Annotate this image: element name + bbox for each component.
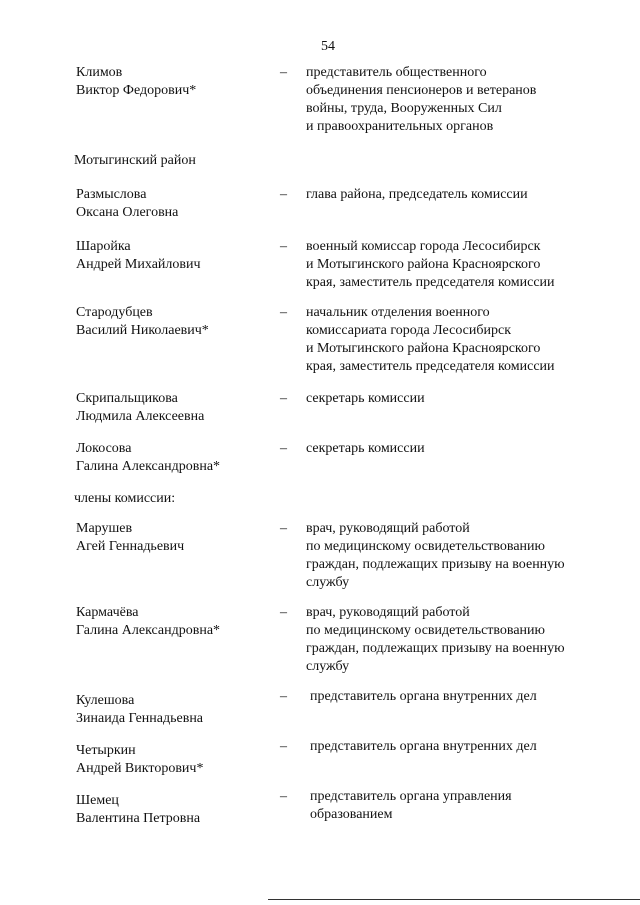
- person-surname: Шемец: [76, 793, 119, 808]
- person-surname: Климов: [76, 65, 123, 80]
- person-given-names: Людмила Алексеевна: [76, 409, 205, 424]
- dash-separator: –: [280, 739, 287, 754]
- person-name: [76, 692, 266, 728]
- role-line: образованием: [310, 807, 393, 822]
- person-name: [76, 304, 266, 340]
- role-line: войны, труда, Вооруженных Сил: [306, 101, 502, 116]
- person-given-names: Василий Николаевич*: [76, 323, 209, 338]
- person-surname: Стародубцев: [76, 305, 153, 320]
- role-line: врач, руководящий работой: [306, 605, 470, 620]
- role-line: комиссариата города Лесосибирск: [306, 323, 512, 338]
- person-surname: Кармачёва: [76, 605, 139, 620]
- role-line: службу: [306, 659, 350, 674]
- person-given-names: Зинаида Геннадьевна: [76, 711, 204, 726]
- person-surname: Шаройка: [76, 239, 131, 254]
- dash-separator: –: [280, 521, 287, 536]
- district-title: Мотыгинский район: [74, 153, 196, 168]
- person-name: [76, 64, 266, 100]
- role-line: глава района, председатель комиссии: [306, 187, 528, 202]
- role-line: начальник отделения военного: [306, 305, 490, 320]
- members-heading: члены комиссии:: [74, 491, 176, 506]
- role-line: службу: [306, 575, 350, 590]
- person-given-names: Оксана Олеговна: [76, 205, 179, 220]
- role-line: врач, руководящий работой: [306, 521, 470, 536]
- role-line: представитель органа внутренних дел: [310, 689, 537, 704]
- person-name: [76, 390, 266, 426]
- person-surname: Скрипальщикова: [76, 391, 178, 406]
- role-line: и Мотыгинского района Красноярского: [306, 257, 541, 272]
- person-name: [76, 604, 266, 640]
- person-given-names: Галина Александровна*: [76, 459, 221, 474]
- person-role: [306, 304, 606, 376]
- role-line: граждан, подлежащих призыву на военную: [306, 641, 565, 656]
- role-line: военный комиссар города Лесосибирск: [306, 239, 541, 254]
- person-surname: Четыркин: [76, 743, 136, 758]
- role-line: секретарь комиссии: [306, 391, 425, 406]
- person-name: [76, 792, 266, 828]
- person-given-names: Галина Александровна*: [76, 623, 221, 638]
- role-line: по медицинскому освидетельствованию: [306, 623, 546, 638]
- person-role: [306, 520, 606, 592]
- role-line: секретарь комиссии: [306, 441, 425, 456]
- role-line: края, заместитель председателя комиссии: [306, 275, 555, 290]
- dash-separator: –: [280, 689, 287, 704]
- dash-separator: –: [280, 305, 287, 320]
- role-line: края, заместитель председателя комиссии: [306, 359, 555, 374]
- person-role: [306, 64, 606, 136]
- person-role: [306, 440, 606, 458]
- role-line: по медицинскому освидетельствованию: [306, 539, 546, 554]
- person-given-names: Виктор Федорович*: [76, 83, 197, 98]
- person-name: [76, 186, 266, 222]
- person-given-names: Агей Геннадьевич: [76, 539, 185, 554]
- person-surname: Марушев: [76, 521, 133, 536]
- person-surname: Кулешова: [76, 693, 135, 708]
- role-line: граждан, подлежащих призыву на военную: [306, 557, 565, 572]
- person-name: [76, 742, 266, 778]
- dash-separator: –: [280, 391, 287, 406]
- person-role: [306, 238, 606, 292]
- person-role: [306, 390, 606, 408]
- role-line: объединения пенсионеров и ветеранов: [306, 83, 537, 98]
- person-name: [76, 238, 266, 274]
- role-line: и Мотыгинского района Красноярского: [306, 341, 541, 356]
- person-surname: Локосова: [76, 441, 132, 456]
- dash-separator: –: [280, 441, 287, 456]
- person-given-names: Андрей Михайлович: [76, 257, 201, 272]
- person-role: [306, 186, 606, 204]
- dash-separator: –: [280, 789, 287, 804]
- person-surname: Размыслова: [76, 187, 147, 202]
- person-role: [306, 604, 606, 676]
- dash-separator: –: [280, 65, 287, 80]
- dash-separator: –: [280, 187, 287, 202]
- role-line: и правоохранительных органов: [306, 119, 494, 134]
- role-line: представитель общественного: [306, 65, 487, 80]
- page-number: 54: [321, 39, 335, 54]
- person-role: [310, 688, 610, 706]
- person-role: [310, 788, 610, 824]
- person-name: [76, 520, 266, 556]
- person-given-names: Валентина Петровна: [76, 811, 201, 826]
- person-name: [76, 440, 266, 476]
- dash-separator: –: [280, 605, 287, 620]
- role-line: представитель органа управления: [310, 789, 512, 804]
- footer-rule: [268, 899, 640, 900]
- person-given-names: Андрей Викторович*: [76, 761, 204, 776]
- dash-separator: –: [280, 239, 287, 254]
- role-line: представитель органа внутренних дел: [310, 739, 537, 754]
- person-role: [310, 738, 610, 756]
